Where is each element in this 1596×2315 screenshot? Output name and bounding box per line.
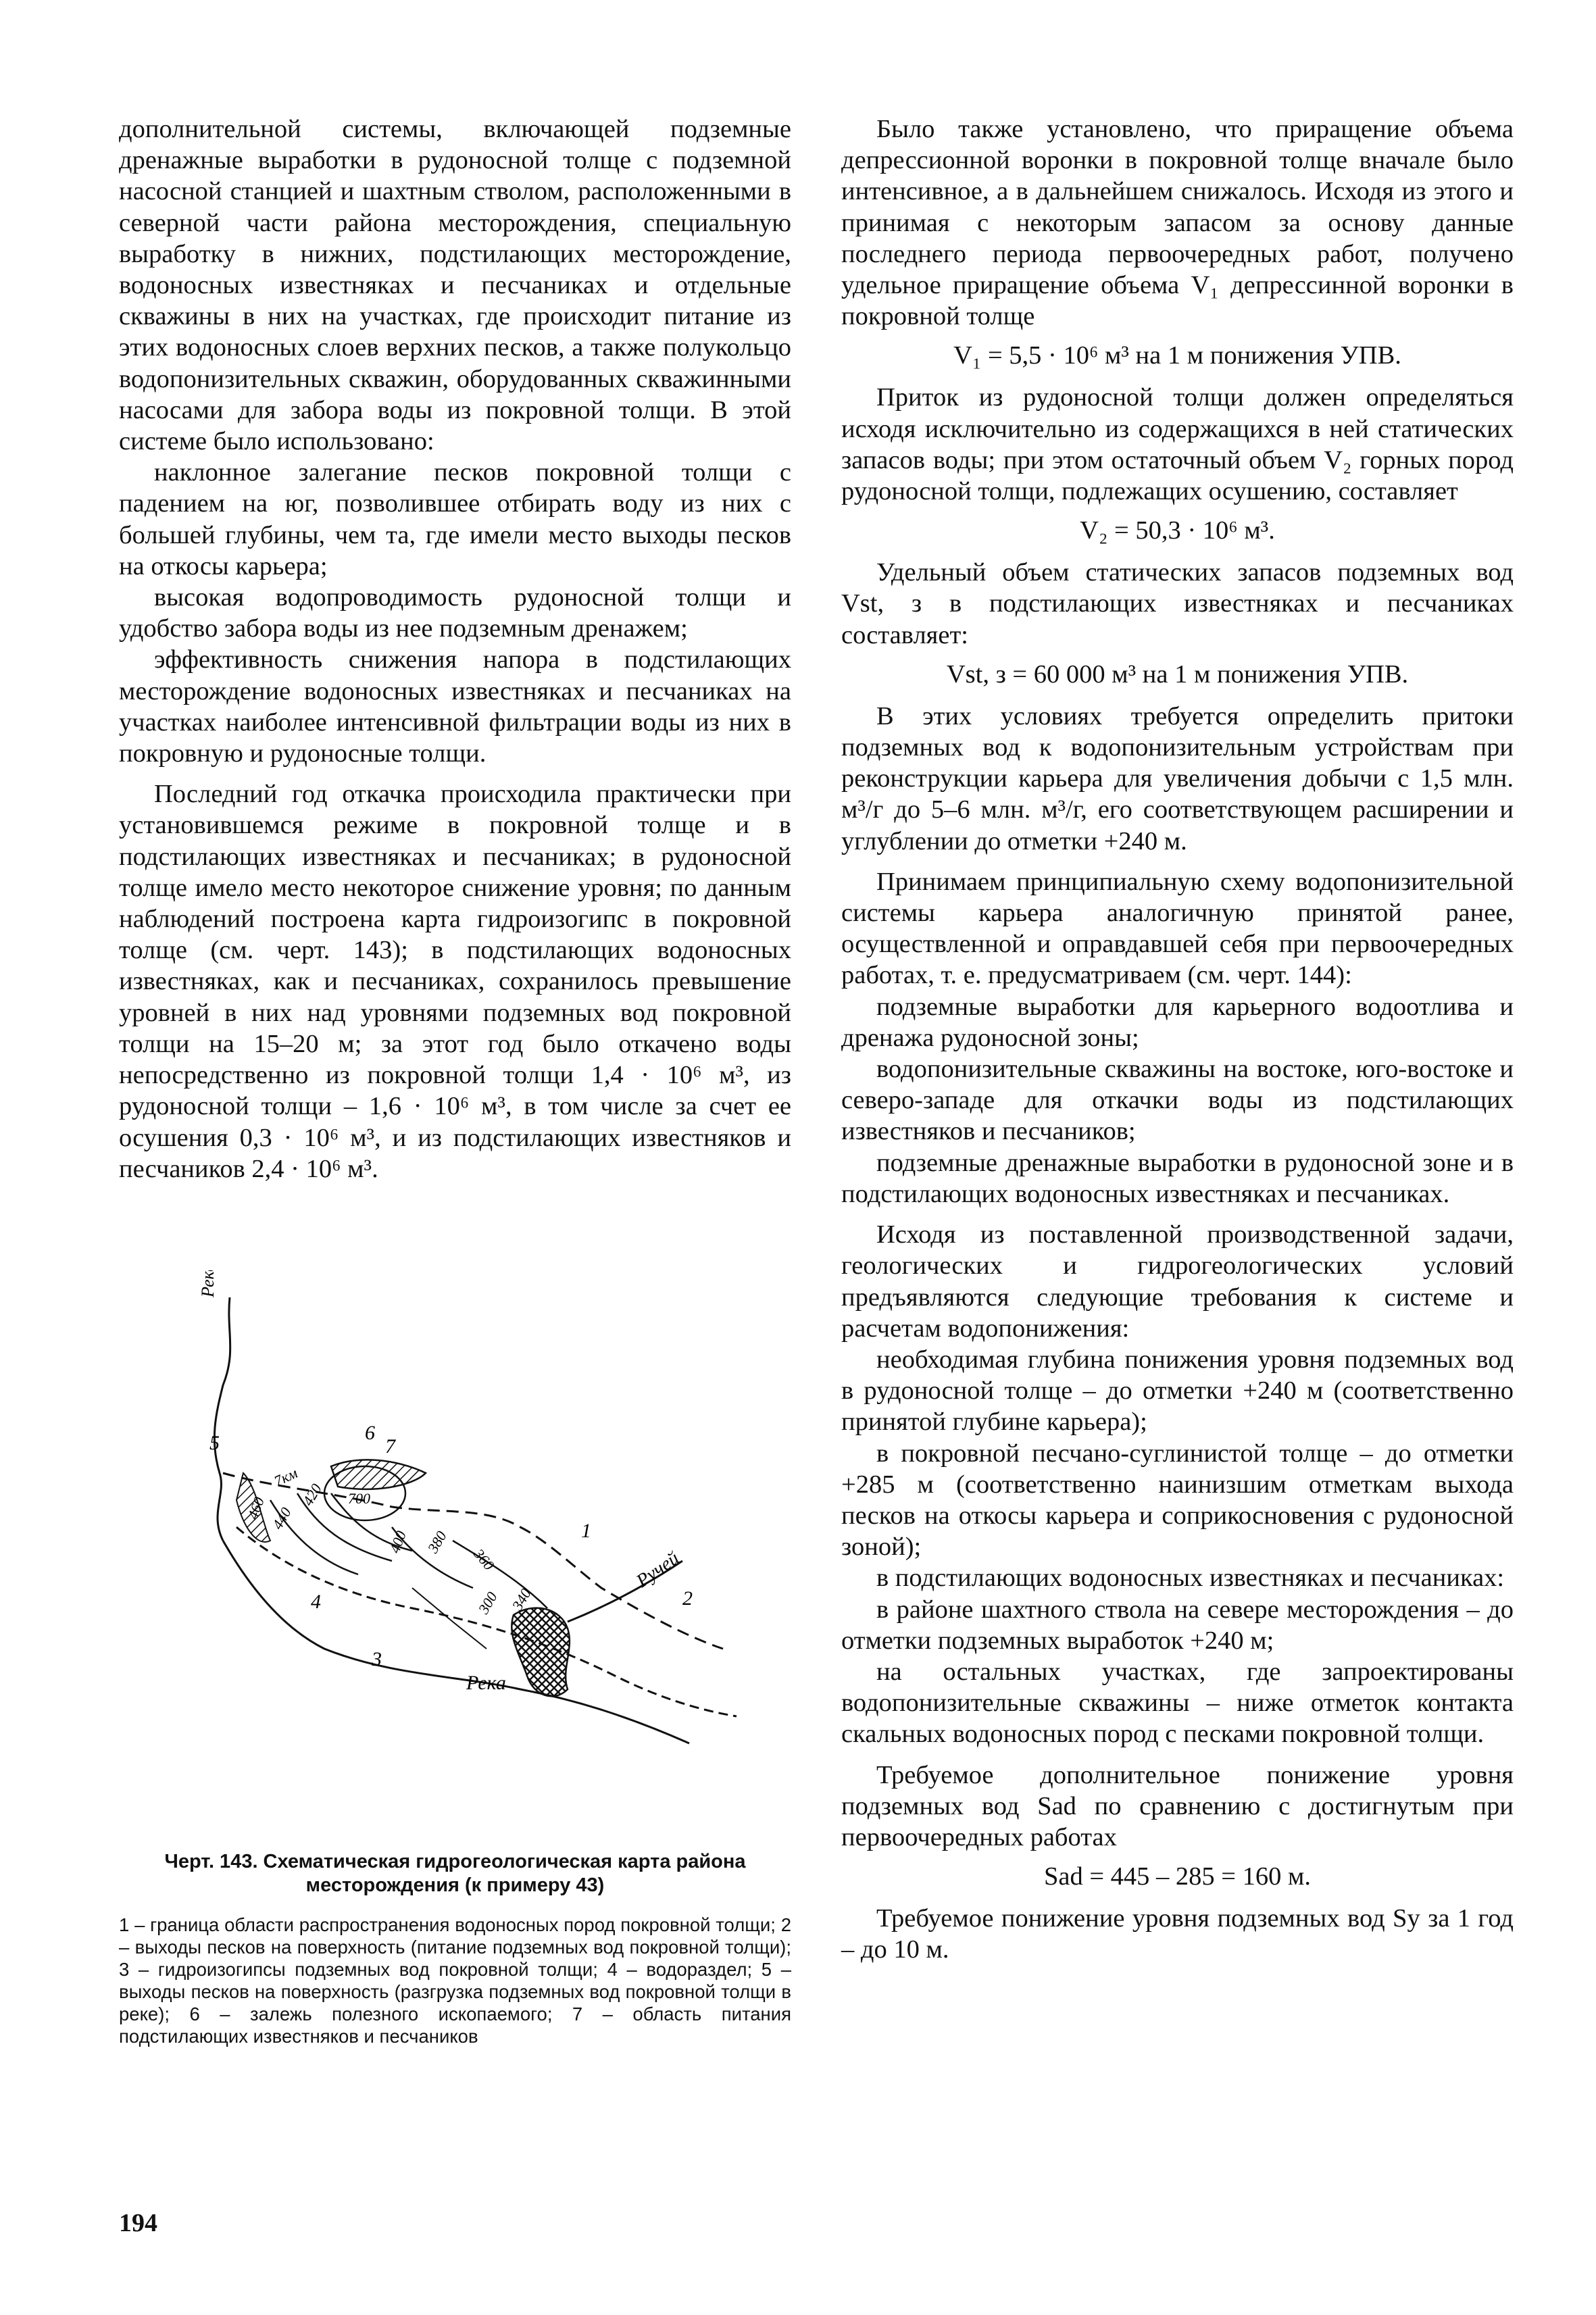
paragraph: высокая водопроводимость рудоносной толщи и удобство забора воды из нее подземным дренажем; <box>119 583 791 643</box>
label-460: 460 <box>244 1495 268 1522</box>
paragraph: В этих условиях требуется определить притоки подземных вод к водопонизительным устройствам при реконструкции карьера для увеличения добычи с 1,5 млн. м³/г до 5–6 млн. м³/г, его соответствующем расширении и углублении до отметки +240 м. <box>841 701 1514 855</box>
label-7km: 7км <box>271 1464 301 1490</box>
label-340: 340 <box>508 1585 534 1614</box>
label-2: 2 <box>682 1587 693 1610</box>
paragraph: Удельный объем статических запасов подземных вод Vst, з в подстилающих известняках и песчаниках составляет: <box>841 558 1514 649</box>
label-420: 420 <box>299 1480 325 1509</box>
label-4: 4 <box>311 1591 321 1613</box>
label-400: 400 <box>386 1528 409 1555</box>
label-440: 440 <box>268 1504 295 1533</box>
figure-caption-title: Черт. 143. Схематическая гидрогеологическая карта района месторождения (к примеру 43) <box>164 1851 746 1896</box>
paragraph: в покровной песчано-суглинистой толще – до отметки +285 м (соответственно наинизшим отметкам выхода песков на откосы карьера и соприкосновения с рудоносной зоной); <box>841 1439 1514 1562</box>
label-reka-bottom: Река <box>466 1672 506 1694</box>
paragraph: дополнительной системы, включающей подземные дренажные выработки в рудоносной толще с подземной насосной станцией и шахтным стволом, расположенными в северной части района месторождения, специальную выработку в нижних, подстилающих месторождение, водоносных известняках и песчаниках и отдельные скважины в них на участках, где происходит питание из этих водоносных слоев верхних песков, а также полукольцо водопонизительных скважин, оборудованных скважинными насосами для забора воды из покровной толщи. В этой системе было использовано: <box>119 115 791 456</box>
label-700: 700 <box>348 1490 370 1507</box>
paragraph: водопонизительные скважины на востоке, юго-востоке и северо-западе для откачки воды из подстилающих известняков и песчаников; <box>841 1055 1514 1146</box>
paragraph: Требуемое дополнительное понижение уровня подземных вод Sad по сравнению с достигнутым при первоочередных работах <box>841 1760 1514 1851</box>
paragraph: Приток из рудоносной толщи должен определяться исходя исключительно из содержащихся в ней статических запасов воды; при этом остаточный объем V₂ горных пород рудоносной толщи, подлежащих осушению, составляет <box>841 383 1514 506</box>
paragraph: подземные дренажные выработки в рудоносной зоне и в подстилающих водоносных известняках и песчаниках. <box>841 1148 1514 1208</box>
label-reka-top: Река <box>198 1270 218 1297</box>
label-3: 3 <box>372 1648 382 1670</box>
map-drawing <box>169 1270 777 1757</box>
label-380: 380 <box>424 1528 450 1556</box>
contour-line <box>412 1588 487 1649</box>
paragraph: Принимаем принципиальную схему водопонизительной системы карьера аналогичную принятой ранее, осуществленной и оправдавшей себя при первоочередных работах, т. е. предусматриваем (см. черт. 144): <box>841 867 1514 990</box>
figure-legend: 1 – граница области распространения водоносных пород покровной толщи; 2 – выходы песков на поверхность (питание подземных вод покровной толщи); 3 – гидроизогипсы подземных вод покровной толщи; 4 – водораздел; 5 – выходы песков на поверхность (разгрузка подземных вод покровной толщи в реке); 6 – залежь полезного ископаемого; 7 – область питания подстилающих известняков и песчаников <box>119 1914 791 2047</box>
formula: Vst, з = 60 000 м³ на 1 м понижения УПВ. <box>946 659 1409 689</box>
right-column <box>841 114 1514 1966</box>
hydrogeological-map-figure <box>169 1270 777 1757</box>
paragraph: Было также установлено, что приращение объема депрессионной воронки в покровной толще вначале было интенсивное, а в дальнейшем снижалось. Исходя из этого и принимая с некоторым запасом за основу данные последнего периода первоочередных работ, получено удельное приращение объема V₁ депрессинной воронки в покровной толще <box>841 115 1514 331</box>
paragraph: эффективность снижения напора в подстилающих месторождение водоносных известняках и песчаниках на участках наиболее интенсивной фильтрации воды из них в покровную и рудоносные толщи. <box>119 645 791 768</box>
label-300: 300 <box>474 1589 501 1617</box>
feeding-zone-area <box>512 1608 570 1697</box>
left-column <box>119 114 791 1185</box>
label-ruchei: Ручей <box>632 1547 683 1592</box>
river-line <box>214 1297 230 1541</box>
paragraph: Требуемое понижение уровня подземных вод Sy за 1 год – до 10 м. <box>841 1904 1514 1964</box>
label-7: 7 <box>385 1435 395 1458</box>
formula: V₂ = 50,3 · 10⁶ м³. <box>1080 516 1275 545</box>
label-1: 1 <box>581 1520 591 1542</box>
formula: Sad = 445 – 285 = 160 м. <box>1043 1862 1312 1891</box>
paragraph: подземные выработки для карьерного водоотлива и дренажа рудоносной зоны; <box>841 992 1514 1052</box>
label-5: 5 <box>209 1432 220 1454</box>
paragraph: необходимая глубина понижения уровня подземных вод в рудоносной толще – до отметки +240 м (соответственно принятой глубине карьера); <box>841 1345 1514 1437</box>
paragraph: в подстилающих водоносных известняках и песчаниках: <box>876 1564 1505 1593</box>
river-bank-lower <box>223 1541 689 1743</box>
formula: V₁ = 5,5 · 10⁶ м³ на 1 м понижения УПВ. <box>953 341 1401 370</box>
paragraph: Последний год откачка происходила практически при установившемся режиме в покровной толще и в подстилающих известняках и песчаниках; в рудоносной толще имело место некоторое снижение уровня; по данным наблюдений построена карта гидроизогипс в покровной толще (см. черт. 143); в подстилающих водоносных известняках, как и песчаниках, сохранилось превышение уровней в них над уровнями подземных вод покровной толщи на 15–20 м; за этот год было откачено воды непосредственно из покровной толщи 1,4 · 10⁶ м³, из рудоносной толщи – 1,6 · 10⁶ м³, в том числе за счет ее осушения 0,3 · 10⁶ м³, и из подстилающих известняков и песчаников 2,4 · 10⁶ м³. <box>119 780 791 1183</box>
ore-deposit-area <box>331 1460 426 1489</box>
paragraph: Исходя из поставленной производственной задачи, геологических и гидрогеологических условий предъявляются следующие требования к системе и расчетам водопонижения: <box>841 1220 1514 1343</box>
paragraph: наклонное залегание песков покровной толщи с падением на юг, позволившее отбирать воду из них с большей глубины, чем та, где имели место выходы песков на откосы карьера; <box>119 458 791 580</box>
label-6: 6 <box>365 1422 375 1444</box>
page-number: 194 <box>119 2209 157 2237</box>
label-360: 360 <box>470 1545 498 1574</box>
paragraph: на остальных участках, где запроектированы водопонизительные скважины – ниже отметок контакта скальных водоносных пород с песками покровной толщи. <box>841 1657 1514 1749</box>
paragraph: в районе шахтного ствола на севере месторождения – до отметки подземных выработок +240 м; <box>841 1595 1514 1655</box>
